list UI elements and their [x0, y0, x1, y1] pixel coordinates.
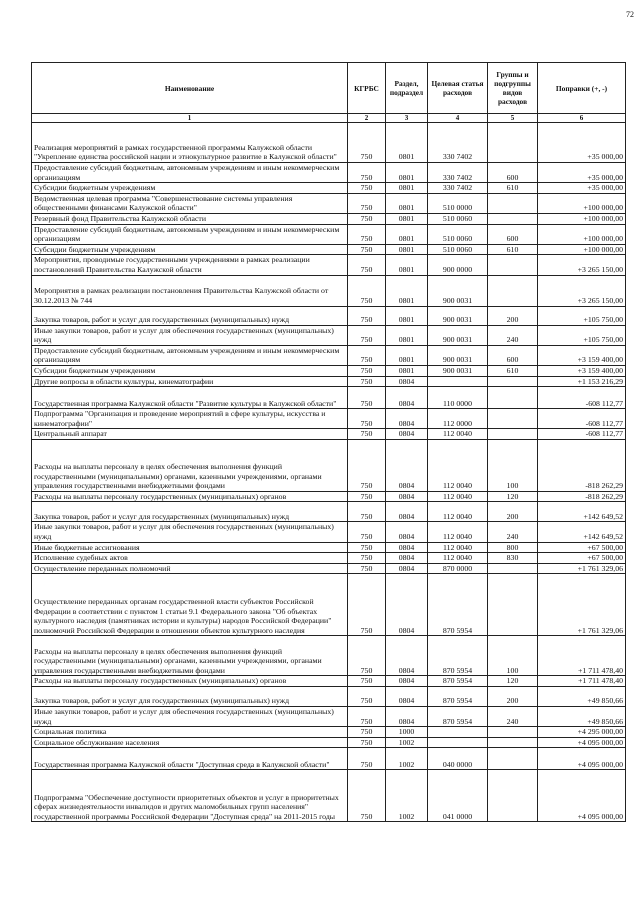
row-kgrbs: 750: [348, 542, 386, 553]
row-name: Субсидии бюджетным учреждениям: [32, 365, 348, 376]
row-target: 900 0031: [428, 306, 488, 325]
row-name: Иные закупки товаров, работ и услуг для обеспечения государственных (муниципальных) нужд: [32, 707, 348, 727]
row-section: 0804: [386, 439, 428, 491]
row-kgrbs: 750: [348, 429, 386, 440]
row-group: [488, 255, 538, 275]
row-section: 0804: [386, 563, 428, 574]
row-kgrbs: 750: [348, 224, 386, 244]
row-kgrbs: 750: [348, 687, 386, 707]
row-target: 112 0040: [428, 439, 488, 491]
row-group: [488, 770, 538, 822]
row-kgrbs: 750: [348, 387, 386, 409]
row-group: 610: [488, 365, 538, 376]
row-name: Ведомственная целевая программа "Совершенствование системы управления общественными финансами Калужской области": [32, 193, 348, 213]
row-amount: -818 262,29: [538, 439, 626, 491]
table-body: [32, 123, 626, 822]
table-row: [32, 687, 626, 707]
row-name: Иные закупки товаров, работ и услуг для обеспечения государственных (муниципальных) нужд: [32, 522, 348, 542]
row-group: [488, 429, 538, 440]
row-kgrbs: 750: [348, 748, 386, 770]
table-row: [32, 183, 626, 194]
row-section: 0804: [386, 491, 428, 502]
row-kgrbs: 750: [348, 727, 386, 738]
row-group: 600: [488, 345, 538, 365]
row-name: Реализация мероприятий в рамках государственной программы Калужской области "Укрепление единства российской нации и этнокультурное развитие в Калужской области": [32, 123, 348, 163]
row-name: Субсидии бюджетным учреждениям: [32, 183, 348, 194]
row-target: 112 0040: [428, 542, 488, 553]
row-target: 900 0031: [428, 325, 488, 345]
row-name: Осуществление переданных полномочий: [32, 563, 348, 574]
row-amount: +4 095 000,00: [538, 737, 626, 748]
row-group: 600: [488, 224, 538, 244]
table-row: [32, 275, 626, 306]
row-group: 240: [488, 707, 538, 727]
row-group: [488, 213, 538, 224]
row-target: 900 0000: [428, 255, 488, 275]
row-group: 120: [488, 491, 538, 502]
row-group: [488, 193, 538, 213]
row-name: Предоставление субсидий бюджетным, автономным учреждениям и иным некоммерческим организациям: [32, 224, 348, 244]
row-target: [428, 376, 488, 387]
row-amount: +49 850,66: [538, 687, 626, 707]
table-row: [32, 213, 626, 224]
row-group: [488, 376, 538, 387]
row-section: 0801: [386, 123, 428, 163]
row-name: Осуществление переданных органам государственной власти субъектов Российской Федерации в соответствии с пунктом 1 статьи 9.1 Федерального закона "Об объектах культурного наследия (памятниках истории и культуры) народов Российской Федерации" полномочий Российской Федерации в отношении объектов культурного наследия: [32, 574, 348, 636]
row-amount: -608 112,77: [538, 409, 626, 429]
row-section: 0804: [386, 687, 428, 707]
row-section: 1002: [386, 748, 428, 770]
row-target: 510 0000: [428, 193, 488, 213]
row-kgrbs: 750: [348, 213, 386, 224]
row-name: Закупка товаров, работ и услуг для государственных (муниципальных) нужд: [32, 306, 348, 325]
row-target: 870 5954: [428, 676, 488, 687]
row-group: 240: [488, 522, 538, 542]
header-name: Наименование: [32, 63, 348, 114]
row-kgrbs: 750: [348, 244, 386, 255]
row-kgrbs: 750: [348, 491, 386, 502]
row-amount: +105 750,00: [538, 306, 626, 325]
row-group: 600: [488, 163, 538, 183]
row-target: 112 0040: [428, 429, 488, 440]
row-group: [488, 387, 538, 409]
table-row: [32, 365, 626, 376]
row-name: Государственная программа Калужской области "Доступная среда в Калужской области": [32, 748, 348, 770]
table-row: [32, 439, 626, 491]
table-row: [32, 255, 626, 275]
row-kgrbs: 750: [348, 770, 386, 822]
row-amount: +3 159 400,00: [538, 365, 626, 376]
row-section: 0804: [386, 636, 428, 676]
header-target: Целевая статья расходов: [428, 63, 488, 114]
table-row: [32, 224, 626, 244]
row-name: Социальная политика: [32, 727, 348, 738]
table-row: [32, 325, 626, 345]
row-amount: +67 500,00: [538, 553, 626, 564]
row-section: 1000: [386, 727, 428, 738]
column-number: 1: [32, 114, 348, 123]
row-amount: +49 850,66: [538, 707, 626, 727]
row-kgrbs: 750: [348, 275, 386, 306]
row-group: [488, 574, 538, 636]
table-row: [32, 387, 626, 409]
table-row: [32, 409, 626, 429]
header-amendment: Поправки (+, -): [538, 63, 626, 114]
row-group: 800: [488, 542, 538, 553]
row-name: Субсидии бюджетным учреждениям: [32, 244, 348, 255]
row-kgrbs: 750: [348, 325, 386, 345]
row-section: 0804: [386, 376, 428, 387]
row-group: 610: [488, 244, 538, 255]
row-amount: -818 262,29: [538, 491, 626, 502]
row-section: 0801: [386, 224, 428, 244]
column-number: 3: [386, 114, 428, 123]
row-amount: -608 112,77: [538, 387, 626, 409]
row-target: [428, 727, 488, 738]
row-target: 900 0031: [428, 345, 488, 365]
table-header-row: [32, 63, 626, 114]
row-name: Предоставление субсидий бюджетным, автономным учреждениям и иным некоммерческим организациям: [32, 345, 348, 365]
row-amount: +1 761 329,06: [538, 574, 626, 636]
row-section: 0801: [386, 244, 428, 255]
row-target: 330 7402: [428, 123, 488, 163]
table-row: [32, 522, 626, 542]
row-kgrbs: 750: [348, 409, 386, 429]
row-group: 200: [488, 687, 538, 707]
row-amount: +100 000,00: [538, 244, 626, 255]
row-amount: +67 500,00: [538, 542, 626, 553]
row-target: 112 0000: [428, 409, 488, 429]
row-name: Исполнение судебных актов: [32, 553, 348, 564]
row-amount: +35 000,00: [538, 183, 626, 194]
row-section: 0801: [386, 345, 428, 365]
row-target: 510 0060: [428, 244, 488, 255]
row-group: [488, 563, 538, 574]
row-kgrbs: 750: [348, 522, 386, 542]
row-group: 200: [488, 306, 538, 325]
row-group: [488, 737, 538, 748]
row-kgrbs: 750: [348, 563, 386, 574]
row-name: Закупка товаров, работ и услуг для государственных (муниципальных) нужд: [32, 502, 348, 522]
page-number: 72: [626, 10, 634, 19]
table-row: [32, 707, 626, 727]
row-section: 0804: [386, 707, 428, 727]
row-kgrbs: 750: [348, 365, 386, 376]
budget-amendments-table: [31, 62, 626, 822]
row-name: Иные закупки товаров, работ и услуг для обеспечения государственных (муниципальных) нужд: [32, 325, 348, 345]
row-amount: +100 000,00: [538, 213, 626, 224]
row-group: [488, 275, 538, 306]
row-group: 610: [488, 183, 538, 194]
table-row: [32, 574, 626, 636]
row-target: 870 5954: [428, 574, 488, 636]
row-amount: +1 761 329,06: [538, 563, 626, 574]
row-kgrbs: 750: [348, 707, 386, 727]
row-amount: +4 095 000,00: [538, 748, 626, 770]
row-target: 870 0000: [428, 563, 488, 574]
table-row: [32, 193, 626, 213]
row-kgrbs: 750: [348, 193, 386, 213]
row-section: 0804: [386, 409, 428, 429]
row-kgrbs: 750: [348, 636, 386, 676]
row-name: Расходы на выплаты персоналу в целях обеспечения выполнения функций государственными (муниципальными) органами, казенными учреждениями, органами управления государственными внебюджетными фондами: [32, 636, 348, 676]
row-target: 112 0040: [428, 522, 488, 542]
row-target: 510 0060: [428, 224, 488, 244]
row-name: Расходы на выплаты персоналу государственных (муниципальных) органов: [32, 491, 348, 502]
table-row: [32, 244, 626, 255]
row-kgrbs: 750: [348, 676, 386, 687]
row-section: 0801: [386, 365, 428, 376]
row-section: 0804: [386, 522, 428, 542]
row-amount: +35 000,00: [538, 123, 626, 163]
table-row: [32, 563, 626, 574]
row-amount: +142 649,52: [538, 522, 626, 542]
row-group: [488, 123, 538, 163]
row-target: 870 5954: [428, 707, 488, 727]
row-name: Расходы на выплаты персоналу в целях обеспечения выполнения функций государственными (муниципальными) органами, казенными учреждениями, органами управления государственными внебюджетными фондами: [32, 439, 348, 491]
row-name: Подпрограмма "Обеспечение доступности приоритетных объектов и услуг в приоритетных сферах жизнедеятельности инвалидов и других маломобильных групп населения" государственной программы Российской Федерации "Доступная среда" на 2011-2015 годы: [32, 770, 348, 822]
row-target: 900 0031: [428, 365, 488, 376]
row-amount: +142 649,52: [538, 502, 626, 522]
row-kgrbs: 750: [348, 123, 386, 163]
row-name: Закупка товаров, работ и услуг для государственных (муниципальных) нужд: [32, 687, 348, 707]
column-number-row: [32, 114, 626, 123]
row-section: 0804: [386, 676, 428, 687]
row-kgrbs: 750: [348, 345, 386, 365]
table-row: [32, 123, 626, 163]
table-row: [32, 429, 626, 440]
table-row: [32, 306, 626, 325]
row-kgrbs: 750: [348, 376, 386, 387]
row-target: 112 0040: [428, 491, 488, 502]
row-section: 0801: [386, 275, 428, 306]
row-name: Мероприятия в рамках реализации постановления Правительства Калужской области от 30.12.2013 № 744: [32, 275, 348, 306]
row-name: Другие вопросы в области культуры, кинематографии: [32, 376, 348, 387]
header-kgrbs: КГРБС: [348, 63, 386, 114]
row-kgrbs: 750: [348, 306, 386, 325]
column-number: 4: [428, 114, 488, 123]
row-target: 112 0040: [428, 553, 488, 564]
row-group: [488, 748, 538, 770]
row-amount: +100 000,00: [538, 224, 626, 244]
row-section: 0804: [386, 574, 428, 636]
table-row: [32, 502, 626, 522]
table-row: [32, 636, 626, 676]
row-name: Социальное обслуживание населения: [32, 737, 348, 748]
table-row: [32, 727, 626, 738]
row-kgrbs: 750: [348, 439, 386, 491]
table-row: [32, 737, 626, 748]
row-section: 0801: [386, 325, 428, 345]
row-section: 0801: [386, 213, 428, 224]
row-section: 0801: [386, 306, 428, 325]
row-name: Государственная программа Калужской области "Развитие культуры в Калужской области": [32, 387, 348, 409]
row-group: [488, 727, 538, 738]
table-row: [32, 770, 626, 822]
row-target: 330 7402: [428, 163, 488, 183]
row-section: 1002: [386, 737, 428, 748]
row-amount: +105 750,00: [538, 325, 626, 345]
row-name: Иные бюджетные ассигнования: [32, 542, 348, 553]
row-name: Центральный аппарат: [32, 429, 348, 440]
row-target: 330 7402: [428, 183, 488, 194]
row-group: 200: [488, 502, 538, 522]
row-target: [428, 737, 488, 748]
row-amount: +3 265 150,00: [538, 275, 626, 306]
table-row: [32, 542, 626, 553]
row-name: Мероприятия, проводимые государственными учреждениями в рамках реализации постановлений Правительства Калужской области: [32, 255, 348, 275]
row-section: 0801: [386, 163, 428, 183]
row-amount: +4 095 000,00: [538, 770, 626, 822]
row-target: 870 5954: [428, 687, 488, 707]
row-kgrbs: 750: [348, 163, 386, 183]
row-amount: -608 112,77: [538, 429, 626, 440]
row-kgrbs: 750: [348, 502, 386, 522]
row-kgrbs: 750: [348, 737, 386, 748]
header-section: Раздел, подраздел: [386, 63, 428, 114]
row-target: 040 0000: [428, 748, 488, 770]
row-target: 870 5954: [428, 636, 488, 676]
column-number: 5: [488, 114, 538, 123]
table-row: [32, 676, 626, 687]
row-target: 510 0060: [428, 213, 488, 224]
row-group: 120: [488, 676, 538, 687]
row-kgrbs: 750: [348, 255, 386, 275]
row-amount: +3 265 150,00: [538, 255, 626, 275]
row-name: Подпрограмма "Организация и проведение мероприятий в сфере культуры, искусства и кинематографии": [32, 409, 348, 429]
row-group: 100: [488, 439, 538, 491]
row-section: 0804: [386, 553, 428, 564]
row-amount: +1 711 478,40: [538, 636, 626, 676]
row-target: 900 0031: [428, 275, 488, 306]
row-group: 240: [488, 325, 538, 345]
row-section: 0801: [386, 183, 428, 194]
row-amount: +100 000,00: [538, 193, 626, 213]
row-amount: +1 153 216,29: [538, 376, 626, 387]
row-amount: +3 159 400,00: [538, 345, 626, 365]
header-groups: Группы и подгруппы видов расходов: [488, 63, 538, 114]
row-amount: +1 711 478,40: [538, 676, 626, 687]
table-row: [32, 163, 626, 183]
table-row: [32, 491, 626, 502]
row-section: 0804: [386, 542, 428, 553]
row-amount: +35 000,00: [538, 163, 626, 183]
row-section: 0801: [386, 193, 428, 213]
row-section: 1002: [386, 770, 428, 822]
row-group: 830: [488, 553, 538, 564]
table-row: [32, 376, 626, 387]
column-number: 6: [538, 114, 626, 123]
row-name: Расходы на выплаты персоналу государственных (муниципальных) органов: [32, 676, 348, 687]
row-amount: +4 295 000,00: [538, 727, 626, 738]
row-target: 110 0000: [428, 387, 488, 409]
row-target: 112 0040: [428, 502, 488, 522]
table-row: [32, 553, 626, 564]
row-section: 0804: [386, 502, 428, 522]
row-group: 100: [488, 636, 538, 676]
row-section: 0801: [386, 255, 428, 275]
row-section: 0804: [386, 387, 428, 409]
row-kgrbs: 750: [348, 574, 386, 636]
row-kgrbs: 750: [348, 553, 386, 564]
row-group: [488, 409, 538, 429]
column-number: 2: [348, 114, 386, 123]
row-kgrbs: 750: [348, 183, 386, 194]
table-row: [32, 748, 626, 770]
row-section: 0804: [386, 429, 428, 440]
table-row: [32, 345, 626, 365]
row-name: Резервный фонд Правительства Калужской области: [32, 213, 348, 224]
row-target: 041 0000: [428, 770, 488, 822]
row-name: Предоставление субсидий бюджетным, автономным учреждениям и иным некоммерческим организациям: [32, 163, 348, 183]
